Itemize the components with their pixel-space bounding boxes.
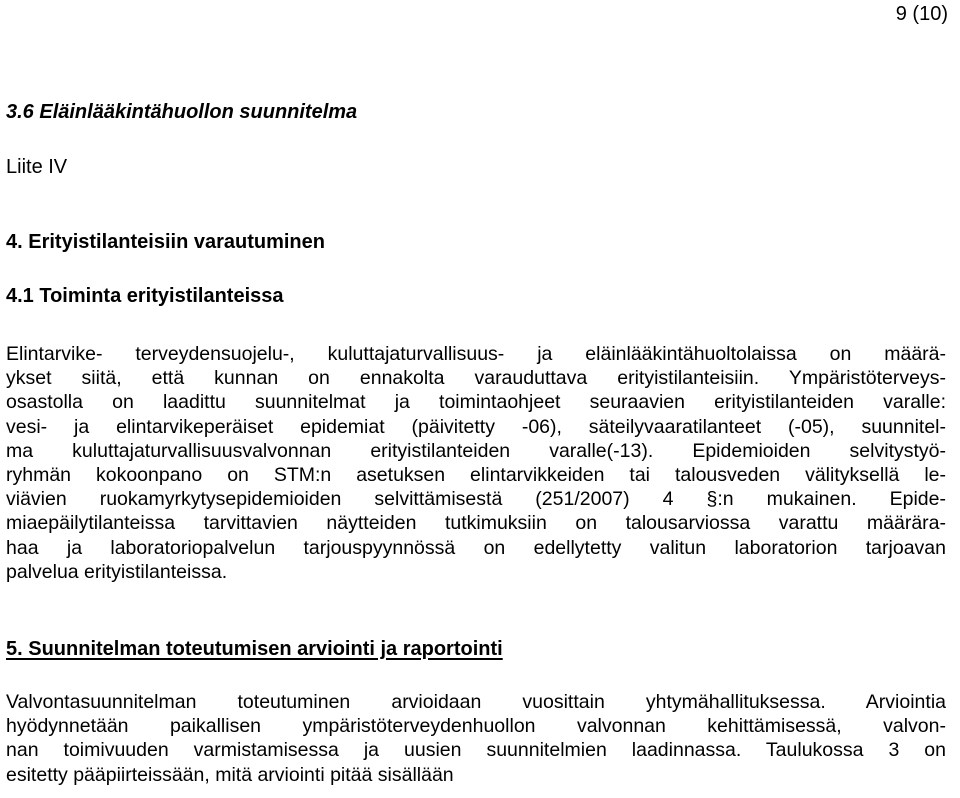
paragraph-line: palvelua erityistilanteissa.	[6, 560, 228, 583]
paragraph-line: miaepäilytilanteissa tarvittavien näytteiden tutkimuksiin on talousarviossa varattu määrära-	[6, 512, 946, 535]
paragraph-line: Elintarvike- terveydensuojelu-, kuluttajaturvallisuus- ja eläinlääkintähuoltolaissa on määrä-	[6, 343, 946, 365]
page-number: 9 (10)	[895, 3, 948, 25]
heading-5: 5. Suunnitelman toteutumisen arviointi ja raportointi	[6, 638, 503, 660]
paragraph-line: haa ja laboratoriopalvelun tarjouspyynnössä on edellytetty valitun laboratorion tarjoavan	[6, 536, 946, 559]
heading-4: 4. Erityistilanteisiin varautuminen	[6, 231, 325, 253]
paragraph-line: nan toimivuuden varmistamisessa ja uusien suunnitelmien laadinnassa. Taulukossa 3 on	[6, 739, 946, 762]
paragraph-line: Valvontasuunnitelman toteutuminen arvioidaan vuosittain yhtymähallituksessa. Arviointia	[6, 691, 946, 713]
paragraph-line: hyödynnetään paikallisen ympäristöterveydenhuollon valvonnan kehittämisessä, valvon-	[6, 715, 946, 738]
paragraph-line: ma kuluttajaturvallisuusvalvonnan erityistilanteiden varalle(-13). Epidemioiden selvitystyö-	[6, 439, 946, 462]
paragraph-evaluation	[6, 690, 946, 787]
paragraph-line: ryhmän kokoonpano on STM:n asetuksen elintarvikkeiden tai talousveden välityksellä le-	[6, 464, 946, 487]
heading-4-1: 4.1 Toiminta erityistilanteissa	[6, 285, 284, 307]
appendix-label: Liite IV	[6, 156, 68, 178]
paragraph-line: osastolla on laadittu suunnitelmat ja toimintaohjeet seuraavien erityistilanteiden varalle:	[6, 391, 946, 414]
paragraph-line: viävien ruokamyrkytysepidemioiden selvittämisestä (251/2007) 4 §:n mukainen. Epide-	[6, 488, 946, 511]
paragraph-special-situations	[6, 342, 946, 584]
paragraph-line: vesi- ja elintarvikeperäiset epidemiat (päivitetty -06), säteilyvaaratilanteet (-05), suunnitel-	[6, 415, 946, 438]
heading-3-6: 3.6 Eläinlääkintähuollon suunnitelma	[6, 101, 358, 123]
paragraph-line: ykset siitä, että kunnan on ennakolta varauduttava erityistilanteisiin. Ympäristöterveys-	[6, 367, 946, 390]
paragraph-line: esitetty pääpiirteissään, mitä arviointi pitää sisällään	[6, 763, 454, 786]
